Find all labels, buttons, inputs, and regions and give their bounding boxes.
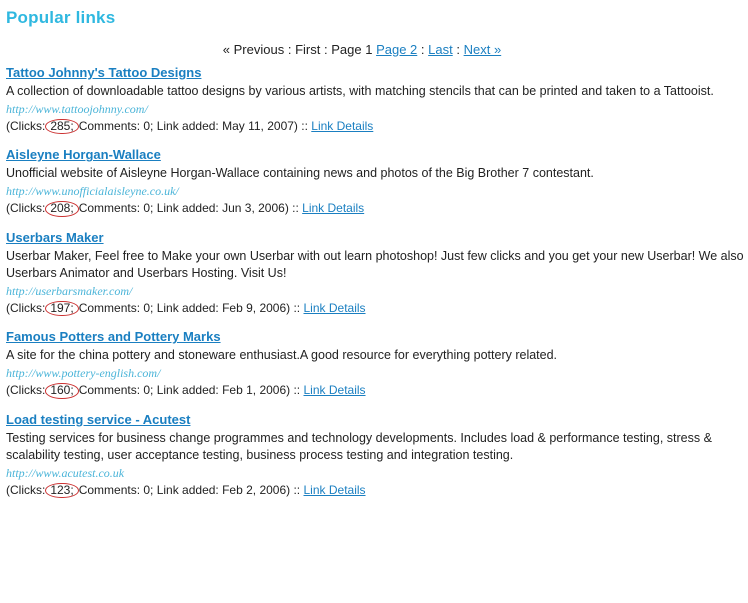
list-item xyxy=(6,329,748,398)
link-meta xyxy=(6,201,748,217)
link-details-link[interactable]: Link Details xyxy=(311,118,374,133)
clicks-label: (Clicks: xyxy=(6,482,46,497)
pagination xyxy=(0,42,748,57)
link-meta-rest: Comments: 0; Link added: Feb 1, 2006) :: xyxy=(78,383,301,398)
link-description: Unofficial website of Aisleyne Horgan-Wallace containing news and photos of the Big Brother 7 contestant. xyxy=(6,166,594,181)
list-item xyxy=(6,65,748,134)
pagination-separator-3: : xyxy=(420,42,425,57)
link-url: http://www.unofficialaisleyne.co.uk/ xyxy=(6,184,179,199)
link-title[interactable]: Famous Potters and Pottery Marks xyxy=(6,329,221,345)
clicks-label: (Clicks: xyxy=(6,383,46,398)
list-item xyxy=(6,147,748,216)
pagination-separator-1: : xyxy=(287,42,292,57)
pagination-page-2-link[interactable]: Page 2 xyxy=(376,42,418,57)
pagination-next-link[interactable]: Next » xyxy=(463,42,502,57)
pagination-previous: « Previous xyxy=(222,42,285,57)
page-title: Popular links xyxy=(6,8,116,27)
link-description: A site for the china pottery and stoneware enthusiast.A good resource for everything pottery related. xyxy=(6,348,558,363)
link-url: http://www.tattoojohnny.com/ xyxy=(6,101,148,116)
link-title[interactable]: Aisleyne Horgan-Wallace xyxy=(6,147,161,163)
link-title[interactable]: Load testing service - Acutest xyxy=(6,411,191,427)
link-url: http://userbarsmaker.com/ xyxy=(6,283,133,298)
clicks-count: 197; xyxy=(45,301,78,317)
link-meta xyxy=(6,119,748,135)
link-meta-rest: Comments: 0; Link added: Feb 2, 2006) :: xyxy=(78,482,301,497)
link-meta xyxy=(6,383,748,399)
clicks-label: (Clicks: xyxy=(6,300,46,315)
clicks-label: (Clicks: xyxy=(6,118,46,133)
link-meta-rest: Comments: 0; Link added: May 11, 2007) :: xyxy=(78,118,308,133)
link-details-link[interactable]: Link Details xyxy=(303,300,366,315)
clicks-count: 160; xyxy=(45,383,78,399)
popular-links-page xyxy=(0,8,748,603)
link-meta-rest: Comments: 0; Link added: Jun 3, 2006) :: xyxy=(78,201,299,216)
pagination-last-link[interactable]: Last xyxy=(428,42,453,57)
list-item xyxy=(6,230,748,316)
link-title[interactable]: Tattoo Johnny's Tattoo Designs xyxy=(6,65,202,80)
link-url: http://www.pottery-english.com/ xyxy=(6,366,161,381)
pagination-separator-4: : xyxy=(456,42,460,57)
link-details-link[interactable]: Link Details xyxy=(303,482,366,497)
link-title[interactable]: Userbars Maker xyxy=(6,229,104,245)
link-meta xyxy=(6,301,748,317)
clicks-count: 285; xyxy=(45,119,78,135)
clicks-label: (Clicks: xyxy=(6,201,46,216)
link-details-link[interactable]: Link Details xyxy=(302,201,365,216)
list-item xyxy=(6,412,748,498)
pagination-separator-2: : xyxy=(324,42,328,57)
link-description: A collection of downloadable tattoo designs by various artists, with matching stencils that can be printed and taken to a Tattooist. xyxy=(6,84,714,98)
link-meta xyxy=(6,483,748,499)
clicks-count: 123; xyxy=(45,483,78,499)
link-description: Testing services for business change programmes and technology developments. Includes load & performance testing, stress & scalability testing, user acceptance testing, business process testing and integration testing. xyxy=(6,430,712,462)
link-meta-rest: Comments: 0; Link added: Feb 9, 2006) :: xyxy=(78,300,301,315)
pagination-first: First xyxy=(295,42,321,57)
link-details-link[interactable]: Link Details xyxy=(303,383,366,398)
link-url: http://www.acutest.co.uk xyxy=(6,465,125,480)
pagination-current-page: Page 1 xyxy=(331,42,373,57)
links-list xyxy=(0,65,748,498)
clicks-count: 208; xyxy=(45,201,78,217)
link-description: Userbar Maker, Feel free to Make your own Userbar with out learn photoshop! Just few clicks and you get your new Userbar! We also Userbars Animator and Userbars Hosting. Visit Us! xyxy=(6,248,744,280)
